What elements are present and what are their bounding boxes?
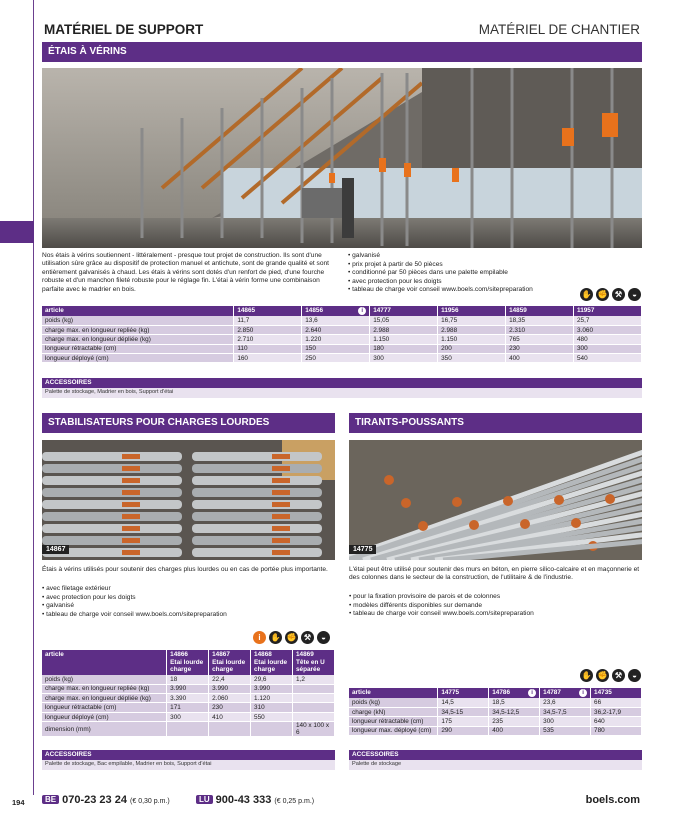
table-cell: 2.988 bbox=[438, 325, 506, 334]
table-cell: 18,5 bbox=[489, 698, 540, 707]
column-header: 14777 bbox=[370, 306, 438, 316]
glove-icon: ✊ bbox=[597, 290, 608, 299]
tirants-accessories-label: ACCESSOIRES bbox=[349, 750, 642, 760]
table-row bbox=[42, 344, 642, 353]
table-header-row bbox=[349, 688, 642, 698]
table-row bbox=[42, 694, 335, 703]
table-cell: 14,5 bbox=[438, 698, 489, 707]
table-cell: 640 bbox=[591, 717, 642, 726]
table-row bbox=[42, 316, 642, 325]
etais-accessories-label: ACCESSOIRES bbox=[42, 378, 642, 388]
tirants-accessories: Palette de stockage bbox=[349, 760, 642, 770]
hand-icon: ✋ bbox=[581, 671, 592, 680]
helmet-icon: ◒ bbox=[628, 288, 641, 301]
table-cell: 11,7 bbox=[234, 316, 302, 325]
table-cell: 300 bbox=[370, 354, 438, 363]
table-cell: 1.120 bbox=[251, 694, 293, 703]
feature-item: • prix projet à partir de 50 pièces bbox=[348, 261, 608, 270]
stabilisateurs-spec-table bbox=[42, 650, 335, 737]
etais-features bbox=[348, 252, 608, 295]
etais-description: Nos étais à vérins soutiennent - littéralement - presque tout projet de construction. Ils sont d'une utilisation sûre grâce au dispositif de protection manuel et antichute, sont de grande qualité et sont entièrement galvanisés à chaud. Les étais à vérins sont dotés d'un renfort de pied, d'une fourche robuste et d'un manchon fileté robuste pour le réglage fin. L'étai à vérin forme une combinaison parfaite avec le madrier en bois. bbox=[42, 252, 330, 293]
feature-item: • tableau de charge voir conseil www.boels.com/sitepreparation bbox=[42, 611, 335, 620]
table-row bbox=[42, 712, 335, 721]
table-cell bbox=[209, 722, 251, 737]
column-header: article bbox=[42, 306, 234, 316]
feature-item: • avec protection pour les doigts bbox=[42, 594, 335, 603]
table-cell: 34,5-15 bbox=[438, 707, 489, 716]
table-cell: 66 bbox=[591, 698, 642, 707]
phone-rate-be: (€ 0,30 p.m.) bbox=[130, 798, 170, 805]
feature-item: • tableau de charge voir conseil www.boels.com/sitepreparation bbox=[349, 610, 642, 619]
table-cell: 250 bbox=[302, 354, 370, 363]
column-header: 14866 Etai lourde charge bbox=[167, 650, 209, 675]
table-row bbox=[42, 354, 642, 363]
feature-item: • tableau de charge voir conseil www.boels.com/sitepreparation bbox=[348, 286, 608, 295]
table-cell: 2.850 bbox=[234, 325, 302, 334]
row-label: charge max. en longueur repliée (kg) bbox=[42, 684, 167, 693]
column-header: article bbox=[349, 688, 438, 698]
table-row bbox=[349, 717, 642, 726]
table-cell: 150 bbox=[302, 344, 370, 353]
column-header: 14865 bbox=[234, 306, 302, 316]
table-header-row bbox=[42, 306, 642, 316]
phone-lu[interactable] bbox=[196, 794, 314, 806]
etais-spec-table bbox=[42, 306, 642, 363]
table-cell: 1.150 bbox=[370, 335, 438, 344]
row-label: poids (kg) bbox=[42, 675, 167, 684]
table-cell: 1.220 bbox=[302, 335, 370, 344]
table-cell: 15,05 bbox=[370, 316, 438, 325]
country-badge-be: BE bbox=[42, 795, 59, 804]
stabilisateurs-photo bbox=[42, 440, 335, 560]
feature-item: • avec filetage extérieur bbox=[42, 585, 335, 594]
column-header: article bbox=[42, 650, 167, 675]
info-icon[interactable]: i bbox=[253, 631, 266, 644]
table-cell: 3.990 bbox=[209, 684, 251, 693]
table-row bbox=[349, 698, 642, 707]
table-cell: 300 bbox=[574, 344, 642, 353]
feature-item: • conditionné par 50 pièces dans une palette empilable bbox=[348, 269, 608, 278]
table-cell: 230 bbox=[506, 344, 574, 353]
column-header: 14869 Tête en U séparée bbox=[292, 650, 334, 675]
table-cell: 18,35 bbox=[506, 316, 574, 325]
section-title-stabilisateurs: STABILISATEURS POUR CHARGES LOURDES bbox=[42, 413, 335, 433]
table-cell: 3.990 bbox=[251, 684, 293, 693]
table-cell: 200 bbox=[438, 344, 506, 353]
row-label: longueur max. déployé (cm) bbox=[349, 726, 438, 735]
table-row bbox=[42, 325, 642, 334]
row-label: charge (kN) bbox=[349, 707, 438, 716]
table-cell: 2.640 bbox=[302, 325, 370, 334]
table-cell: 171 bbox=[167, 703, 209, 712]
table-cell: 780 bbox=[591, 726, 642, 735]
table-cell: 36,2-17,9 bbox=[591, 707, 642, 716]
photo-article-label: 14775 bbox=[349, 545, 376, 554]
table-cell: 2.310 bbox=[506, 325, 574, 334]
tirants-spec-table bbox=[349, 688, 642, 736]
glove-icon: ✊ bbox=[286, 633, 297, 642]
photo-article-label: 14867 bbox=[42, 545, 69, 554]
row-label: charge max. en longueur dépliée (kg) bbox=[42, 694, 167, 703]
info-icon[interactable]: i bbox=[579, 689, 587, 697]
chapter-tab bbox=[0, 221, 34, 243]
table-cell: 550 bbox=[251, 712, 293, 721]
table-cell: 110 bbox=[234, 344, 302, 353]
table-cell bbox=[292, 703, 334, 712]
table-cell: 235 bbox=[489, 717, 540, 726]
table-cell: 160 bbox=[234, 354, 302, 363]
column-header: 14859 bbox=[506, 306, 574, 316]
row-label: longueur rétractable (cm) bbox=[42, 703, 167, 712]
row-label: longueur rétractable (cm) bbox=[349, 717, 438, 726]
column-header: 14787 i bbox=[540, 688, 591, 698]
table-cell bbox=[167, 722, 209, 737]
column-header: 14867 Etai lourde charge bbox=[209, 650, 251, 675]
table-cell: 3.390 bbox=[167, 694, 209, 703]
table-cell: 140 x 100 x 6 bbox=[292, 722, 334, 737]
row-label: longueur déployé (cm) bbox=[42, 354, 234, 363]
table-cell bbox=[292, 712, 334, 721]
info-icon[interactable]: i bbox=[528, 689, 536, 697]
helmet-icon: ◒ bbox=[628, 669, 641, 682]
table-cell: 18 bbox=[167, 675, 209, 684]
column-header: 14856 i bbox=[302, 306, 370, 316]
table-row bbox=[349, 707, 642, 716]
page-section-title: MATÉRIEL DE SUPPORT bbox=[44, 22, 204, 37]
phone-rate-lu: (€ 0,25 p.m.) bbox=[274, 798, 315, 805]
hand-icon: ✋ bbox=[270, 633, 281, 642]
table-cell: 290 bbox=[438, 726, 489, 735]
section-title-tirants: TIRANTS-POUSSANTS bbox=[349, 413, 642, 433]
table-cell: 2.060 bbox=[209, 694, 251, 703]
row-label: dimension (mm) bbox=[42, 722, 167, 737]
phone-be[interactable] bbox=[42, 794, 170, 806]
row-label: poids (kg) bbox=[42, 316, 234, 325]
table-cell: 540 bbox=[574, 354, 642, 363]
table-cell: 13,6 bbox=[302, 316, 370, 325]
table-cell: 300 bbox=[167, 712, 209, 721]
stabilisateurs-accessories-label: ACCESSOIRES bbox=[42, 750, 335, 760]
column-header: 14786 i bbox=[489, 688, 540, 698]
stabilisateurs-features bbox=[42, 585, 335, 619]
website-link[interactable]: boels.com bbox=[585, 794, 640, 806]
wrench-icon: ⚒ bbox=[612, 669, 625, 682]
wrench-icon: ⚒ bbox=[612, 288, 625, 301]
glove-icon: ✊ bbox=[597, 671, 608, 680]
tirants-features bbox=[349, 593, 642, 619]
table-row bbox=[42, 722, 335, 737]
feature-item: • avec protection pour les doigts bbox=[348, 278, 608, 287]
tirants-safety-icons bbox=[580, 669, 641, 682]
table-row bbox=[42, 675, 335, 684]
feature-item: • galvanisé bbox=[42, 602, 335, 611]
table-cell: 175 bbox=[438, 717, 489, 726]
table-cell bbox=[292, 694, 334, 703]
table-cell: 535 bbox=[540, 726, 591, 735]
table-cell: 29,6 bbox=[251, 675, 293, 684]
column-header: 11956 bbox=[438, 306, 506, 316]
column-header: 14868 Etai lourde charge bbox=[251, 650, 293, 675]
hand-icon: ✋ bbox=[581, 290, 592, 299]
stabilisateurs-accessories: Palette de stockage, Bac empilable, Madrier en bois, Support d'étai bbox=[42, 760, 335, 770]
column-header: 11957 bbox=[574, 306, 642, 316]
table-cell bbox=[292, 684, 334, 693]
table-cell: 16,75 bbox=[438, 316, 506, 325]
table-cell: 22,4 bbox=[209, 675, 251, 684]
etais-photo bbox=[42, 68, 642, 248]
table-cell: 2.988 bbox=[370, 325, 438, 334]
row-label: longueur déployé (cm) bbox=[42, 712, 167, 721]
table-cell: 230 bbox=[209, 703, 251, 712]
table-row bbox=[349, 726, 642, 735]
table-cell bbox=[251, 722, 293, 737]
table-cell: 2.710 bbox=[234, 335, 302, 344]
table-cell: 400 bbox=[489, 726, 540, 735]
feature-item: • galvanisé bbox=[348, 252, 608, 261]
section-title-etais: ÉTAIS À VÉRINS bbox=[42, 42, 642, 62]
column-header: 14735 bbox=[591, 688, 642, 698]
row-label: longueur rétractable (cm) bbox=[42, 344, 234, 353]
table-cell: 1,2 bbox=[292, 675, 334, 684]
table-row bbox=[42, 684, 335, 693]
table-header-row bbox=[42, 650, 335, 675]
left-margin-line bbox=[33, 0, 34, 795]
helmet-icon: ◒ bbox=[317, 631, 330, 644]
table-cell: 1.150 bbox=[438, 335, 506, 344]
etais-accessories: Palette de stockage, Madrier en bois, Support d'étai bbox=[42, 388, 642, 398]
etais-safety-icons bbox=[580, 288, 641, 301]
info-icon[interactable]: i bbox=[358, 307, 366, 315]
table-row bbox=[42, 335, 642, 344]
row-label: charge max. en longueur repliée (kg) bbox=[42, 325, 234, 334]
table-cell: 765 bbox=[506, 335, 574, 344]
row-label: poids (kg) bbox=[349, 698, 438, 707]
table-cell: 400 bbox=[506, 354, 574, 363]
table-cell: 180 bbox=[370, 344, 438, 353]
feature-item: • modèles différents disponibles sur demande bbox=[349, 602, 642, 611]
page-category-title: MATÉRIEL DE CHANTIER bbox=[478, 22, 640, 37]
tirants-description: L'étai peut être utilisé pour soutenir des murs en béton, en pierre silico-calcaire et en maçonnerie et des colonnes dans le secteur de la construction, de l'utilitaire & de l'industrie. bbox=[349, 566, 640, 582]
phone-number-lu: 900-43 333 bbox=[215, 794, 272, 806]
table-cell: 300 bbox=[540, 717, 591, 726]
stabilisateurs-description: Étais à vérins utilisés pour soutenir des charges plus lourdes ou en cas de portée plus importante. bbox=[42, 566, 328, 573]
table-cell: 34,5-12,5 bbox=[489, 707, 540, 716]
table-cell: 310 bbox=[251, 703, 293, 712]
country-badge-lu: LU bbox=[196, 795, 213, 804]
stabilisateurs-safety-icons bbox=[253, 631, 330, 644]
table-cell: 34,5-7,5 bbox=[540, 707, 591, 716]
table-cell: 23,6 bbox=[540, 698, 591, 707]
table-cell: 410 bbox=[209, 712, 251, 721]
row-label: charge max. en longueur dépliée (kg) bbox=[42, 335, 234, 344]
wrench-icon: ⚒ bbox=[301, 631, 314, 644]
table-cell: 25,7 bbox=[574, 316, 642, 325]
tirants-photo bbox=[349, 440, 642, 560]
table-cell: 480 bbox=[574, 335, 642, 344]
feature-item: • pour la fixation provisoire de parois et de colonnes bbox=[349, 593, 642, 602]
table-cell: 3.060 bbox=[574, 325, 642, 334]
page-number: 194 bbox=[12, 798, 25, 807]
table-cell: 350 bbox=[438, 354, 506, 363]
table-row bbox=[42, 703, 335, 712]
phone-number-be: 070-23 23 24 bbox=[62, 794, 127, 806]
column-header: 14775 bbox=[438, 688, 489, 698]
table-cell: 3.990 bbox=[167, 684, 209, 693]
